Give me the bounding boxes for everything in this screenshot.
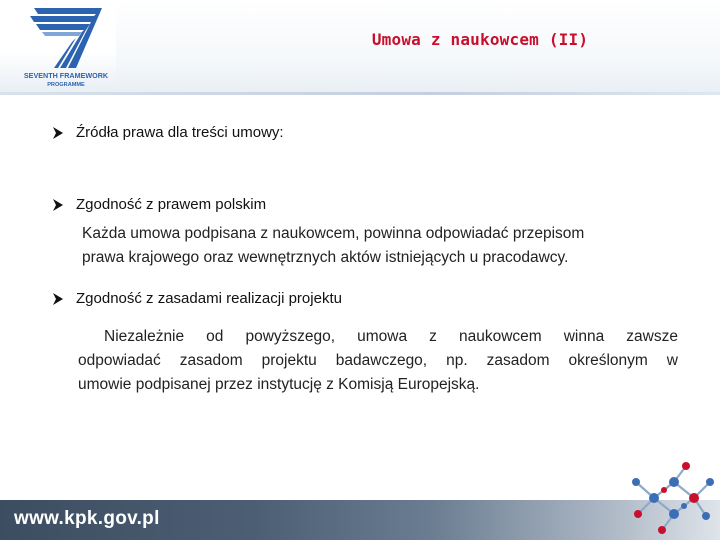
paragraph-line: odpowiadać zasadom projektu badawczego, np. zasadom określonym w <box>78 352 678 369</box>
fp7-seven-icon <box>30 8 102 68</box>
network-logo-icon <box>618 452 718 538</box>
logo-line-2: PROGRAMME <box>47 82 85 88</box>
bullet-item-polish-law <box>52 196 266 213</box>
arrow-bullet-icon <box>52 199 64 211</box>
slide-title: Umowa z naukowcem (II) <box>371 30 589 49</box>
paragraph-line: umowie podpisanej przez instytucję z Komisją Europejską. <box>78 376 480 393</box>
fp7-logo <box>16 6 116 90</box>
logo-line-1: SEVENTH FRAMEWORK <box>23 71 109 80</box>
paragraph-line: prawa krajowego oraz wewnętrznych aktów istniejących u pracodawcy. <box>82 249 569 266</box>
footer-url: www.kpk.gov.pl <box>14 508 160 529</box>
paragraph-project-rules <box>78 325 678 397</box>
arrow-bullet-icon <box>52 127 64 139</box>
paragraph-line: Każda umowa podpisana z naukowcem, powinna odpowiadać przepisom <box>82 225 585 242</box>
paragraph-line: Niezależnie od powyższego, umowa z naukowcem winna zawsze <box>104 328 678 345</box>
bullet-label: Zgodność z zasadami realizacji projektu <box>76 290 342 307</box>
footer-bar <box>0 500 720 540</box>
bullet-item-project-rules <box>52 290 342 307</box>
header-divider <box>0 92 720 95</box>
bullet-label: Zgodność z prawem polskim <box>76 196 267 213</box>
bullet-label: Źródła prawa dla treści umowy: <box>76 124 284 141</box>
paragraph-polish-law <box>82 222 682 270</box>
bullet-item-sources <box>52 124 284 141</box>
arrow-bullet-icon <box>52 293 64 305</box>
